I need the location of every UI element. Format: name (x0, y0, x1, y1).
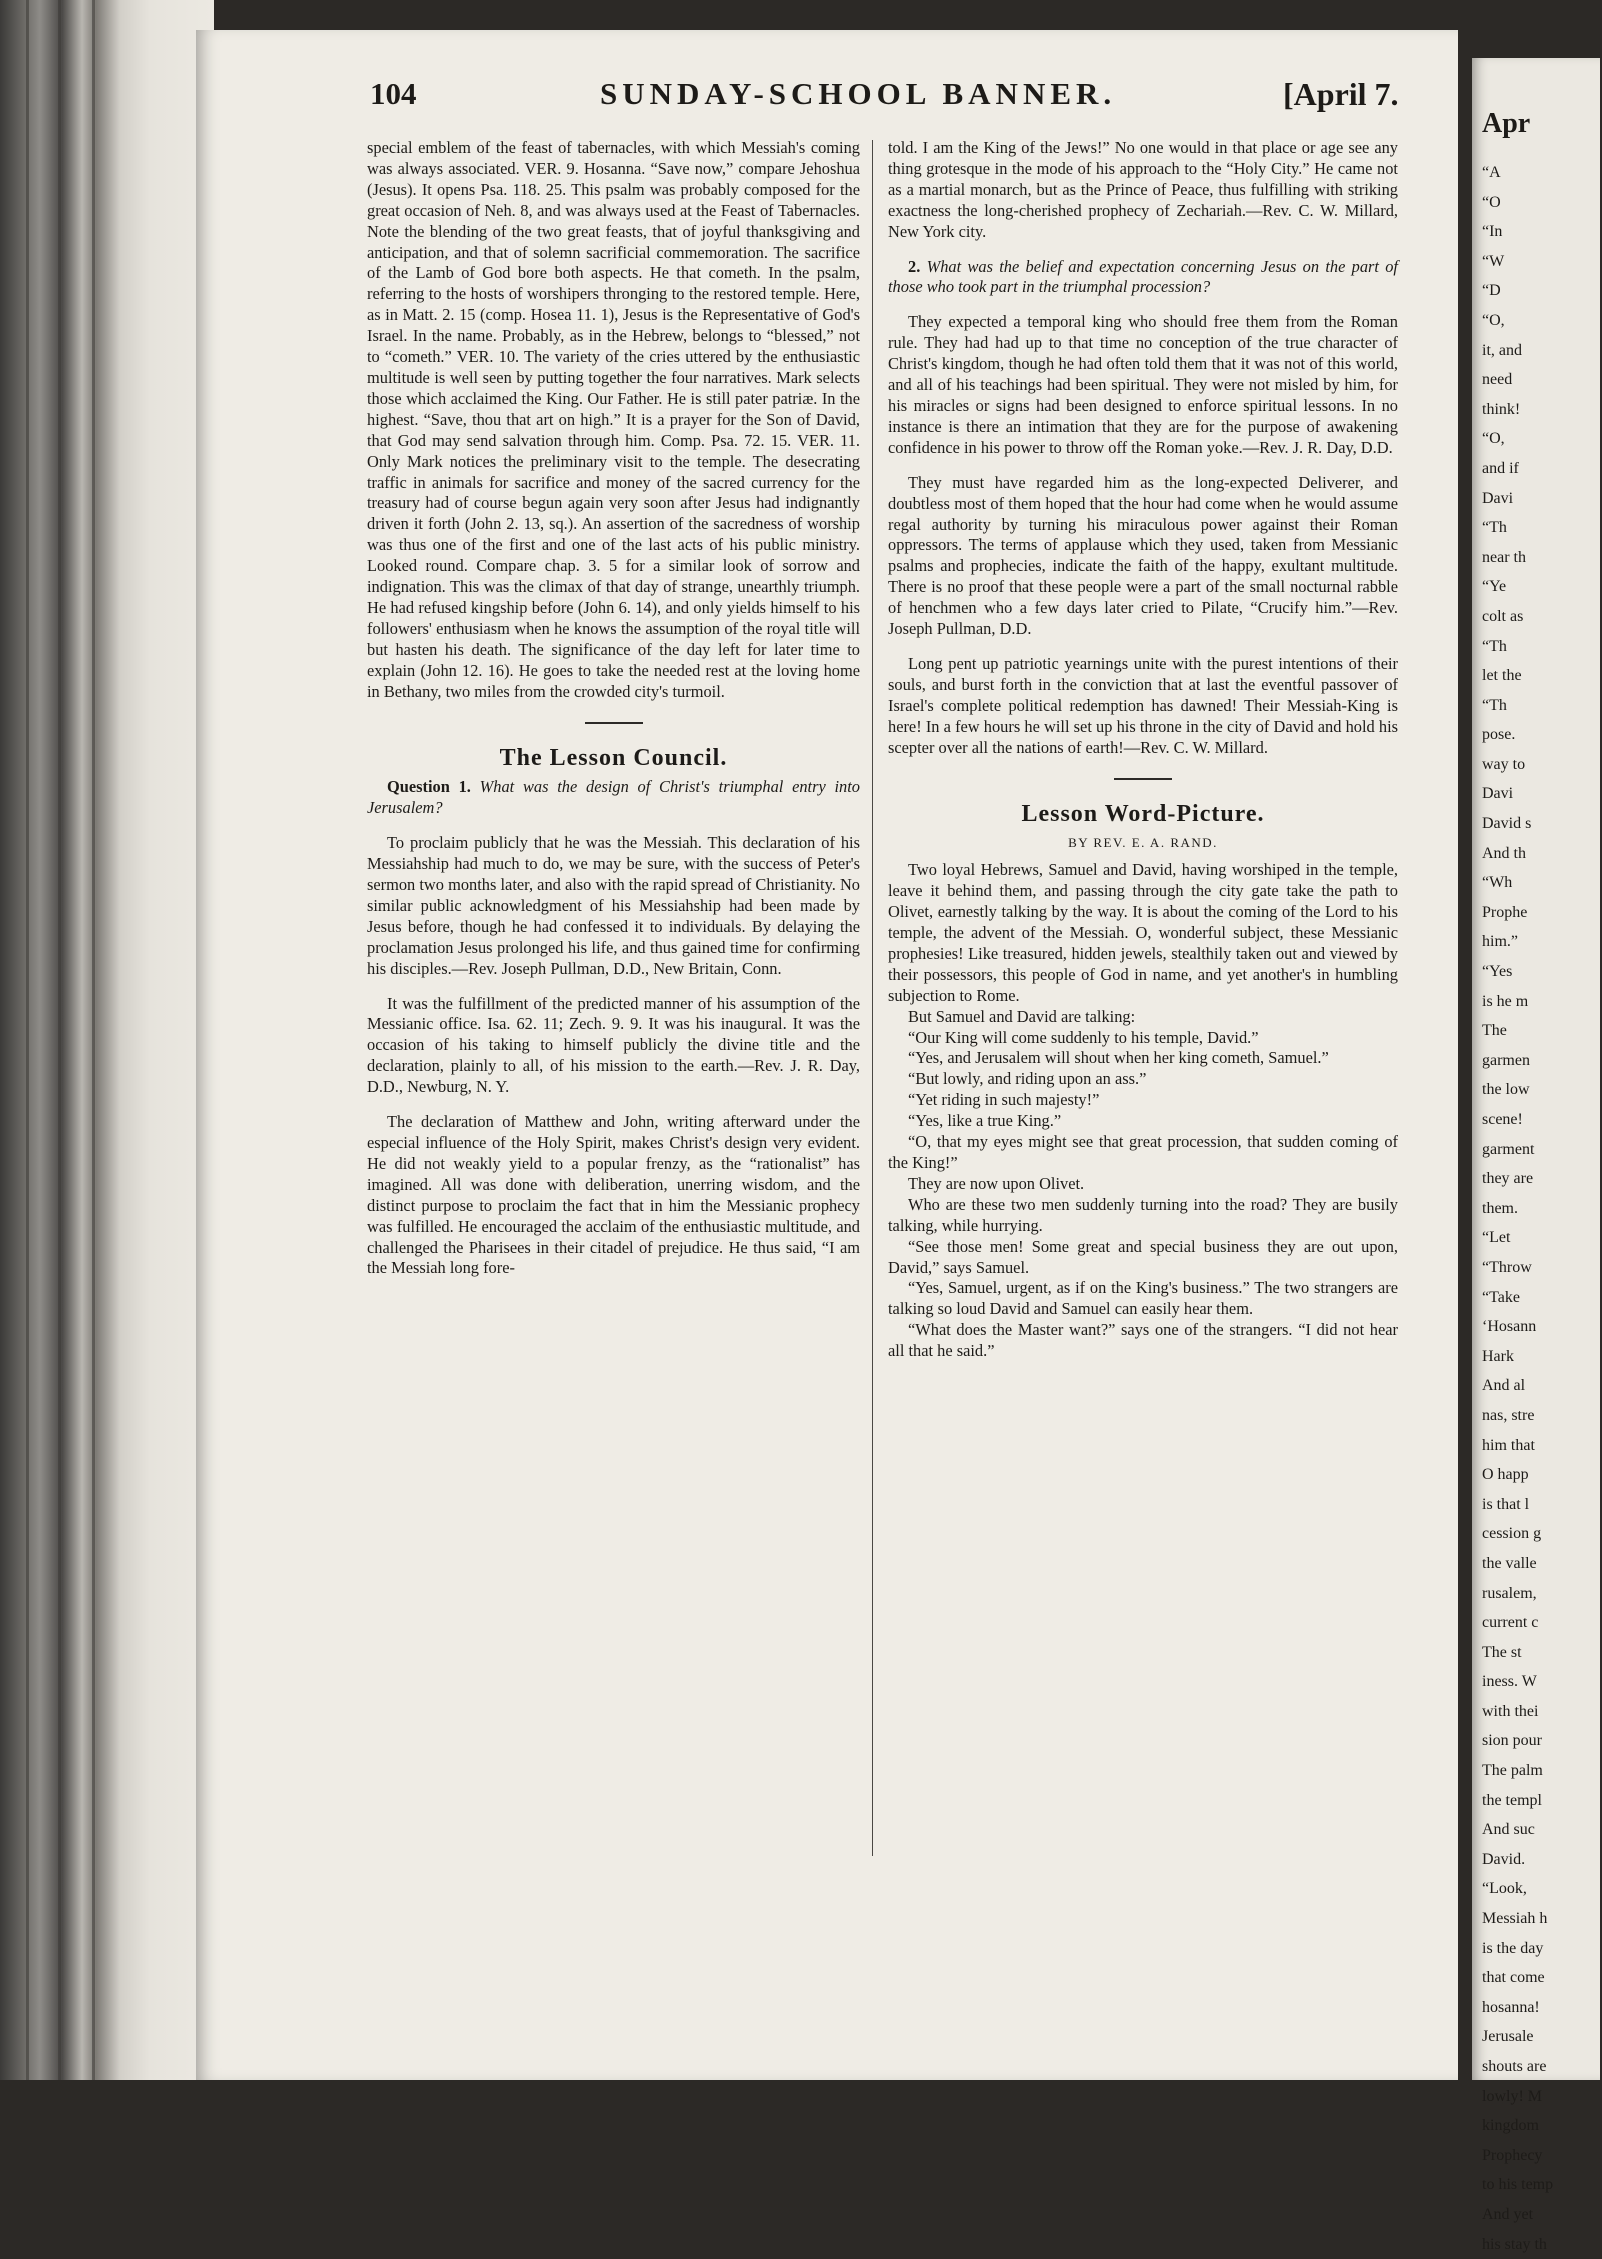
word-picture-heading: Lesson Word-Picture. (1021, 801, 1265, 828)
facing-page-line: Hark (1482, 1347, 1514, 1365)
column-divider (872, 140, 873, 1856)
facing-page-line: iness. W (1482, 1673, 1537, 1691)
dialogue-line: “Yet riding in such majesty!” (908, 1090, 1100, 1110)
facing-page-line: lowly! M (1482, 2087, 1542, 2105)
facing-page-line: “O, (1482, 311, 1505, 329)
question-2-text: What was the belief and expectation concerning Jesus on the part of those who took part in the triumphal procession? (888, 256, 1398, 297)
facing-page-line: The (1482, 1022, 1507, 1040)
facing-page-line: ‘Hosann (1482, 1318, 1537, 1336)
facing-page-line: garmen (1482, 1051, 1530, 1069)
facing-page-line: “Take (1482, 1288, 1520, 1306)
facing-page-line: And yet (1482, 2205, 1534, 2223)
spacer (888, 298, 1398, 312)
section-divider (1114, 778, 1172, 780)
facing-page-line: him.” (1482, 933, 1518, 951)
spacer (367, 1098, 860, 1112)
facing-page-line: David. (1482, 1850, 1526, 1868)
facing-page-line: And th (1482, 844, 1526, 862)
left-column (367, 138, 860, 1279)
word-picture-intro: Two loyal Hebrews, Samuel and David, having worshiped in the temple, leave it behind them, and passing through the city gate take the path to Olivet, earnestly talking by the way. It is about the coming of the Lord to his temple, the advent of the Messiah. O, wonderful subject, these Messianic prophesies! Like treasured, hidden jewels, stealthily taken out and viewed by their possessors, this people of God in name, and yet another's in humbling subjection to Rome. (888, 860, 1398, 1005)
dialogue-line: “Yes, Samuel, urgent, as if on the King's business.” The two strangers are talking so loud David and Samuel can easily hear them. (888, 1278, 1398, 1319)
facing-page-line: they are (1482, 1170, 1534, 1188)
facing-page-line: sion pour (1482, 1732, 1542, 1750)
dialogue-line: “But lowly, and riding upon an ass.” (908, 1069, 1147, 1089)
facing-page-line: let the (1482, 667, 1522, 685)
facing-page-line: “D (1482, 282, 1501, 300)
facing-page-line: need (1482, 371, 1513, 389)
spacer (888, 640, 1398, 654)
facing-page-line: pose. (1482, 726, 1516, 744)
facing-page-line: And suc (1482, 1821, 1535, 1839)
dialogue-line: “O, that my eyes might see that great procession, that sudden coming of the King!” (888, 1132, 1398, 1172)
facing-page-line: the templ (1482, 1791, 1542, 1809)
facing-page-line: to his temp (1482, 2176, 1554, 2194)
facing-page-line: Prophecy (1482, 2146, 1543, 2164)
spacer (367, 819, 860, 833)
book-binding (0, 0, 214, 2080)
facing-page-line: rusalem, (1482, 1584, 1537, 1602)
facing-page-line: Davi (1482, 489, 1514, 507)
facing-page-line: way to (1482, 755, 1526, 773)
facing-page-line: garment (1482, 1140, 1535, 1158)
journal-title: SUNDAY-SCHOOL BANNER. (600, 76, 1117, 111)
facing-page-line: kingdom (1482, 2117, 1539, 2135)
binding-stripe (92, 0, 95, 2080)
facing-page-line: nas, stre (1482, 1406, 1535, 1424)
page-number: 104 (370, 76, 417, 111)
facing-page-line: is that l (1482, 1495, 1530, 1513)
facing-page-line: hosanna! (1482, 1998, 1540, 2016)
facing-page-line: think! (1482, 400, 1521, 418)
answer-paragraph: They must have regarded him as the long-expected Deliverer, and doubtless most of them hoped that the hour had come when he would assume regal authority by turning his miraculous power against their Roman oppressors. The terms of applause which they used, taken from Messianic psalms and prophecies, indicate the faith of the happy, exultant multitude. There is no proof that these people were a part of the small nocturnal rabble of henchmen who a few days later cried to Pilate, “Crucify him.”—Rev. Joseph Pullman, D.D. (888, 472, 1398, 639)
facing-page-text (1482, 158, 1554, 2259)
facing-page-line: The st (1482, 1643, 1522, 1661)
dialogue-line: “What does the Master want?” says one of the strangers. “I did not hear all that he said.” (888, 1320, 1398, 1361)
facing-page (1472, 58, 1600, 2253)
word-picture-byline: BY REV. E. A. RAND. (1068, 835, 1218, 851)
facing-page-line: “O, (1482, 430, 1505, 448)
dialogue-line: Who are these two men suddenly turning into the road? They are busily talking, while hurrying. (888, 1194, 1398, 1235)
facing-page-line: “Throw (1482, 1258, 1532, 1276)
right-column (888, 138, 1398, 1362)
binding-stripe (58, 0, 61, 2080)
spacer (888, 459, 1398, 473)
spacer (367, 980, 860, 994)
word-picture-dialogue (888, 1007, 1398, 1362)
facing-page-line: Jerusale (1482, 2028, 1534, 2046)
commentary-paragraph: special emblem of the feast of tabernacles, with which Messiah's coming was always associated. VER. 9. Hosanna. “Save now,” compare Jehoshua (Jesus). It opens Psa. 118. 25. This psalm was probably composed for the great occasion of Neh. 8, and was always used at the Feast of Tabernacles. Note the blending of the two great feasts, that of joyful thanksgiving and anticipation, and that of solemn sacrificial commemoration. The sacrifice of the Lamb of God bore both aspects. He that cometh. In the psalm, referring to the hosts of worshipers thronging to the restored temple. Here, as in Matt. 2. 15 (comp. Hosea 11. 1), Jesus is the Representative of God's Israel. In the name. Probably, as in the Hebrew, belongs to “blessed,” not to “cometh.” VER. 10. The variety of the cries uttered by the enthusiastic multitude is well seen by putting together the four narratives. Mark selects those which acclaimed the King. Our Father. He is still pater patriæ. In the highest. “Save, thou that art on high.” It is a prayer for the Son of David, that God may send salvation through him. Comp. Psa. 72. 15. VER. 11. Only Mark notices the preliminary visit to the temple. The desecrating traffic in animals for sacrifice and money of the sacred currency for the treasury had of course begun again very soon after Jesus had indignantly driven it forth (John 2. 13, sq.). An assertion of the sacredness of worship was thus one of the first and one of the last acts of his public ministry. Looked round. Compare chap. 3. 5 for a similar look of sorrow and indignation. This was the climax of that day of strange, unearthly triumph. He had refused kingship before (John 6. 14), and only yields himself to his followers' enthusiasm when he knows the assumption of the royal title will but hasten his death. The significance of the day left for later time to explain (John 12. 16). He goes to take the needed rest at the loving home in Bethany, two miles from the crowded city's turmoil. (367, 138, 860, 701)
question-1 (367, 777, 860, 819)
facing-page-line: near th (1482, 548, 1526, 566)
facing-page-line: is he m (1482, 992, 1529, 1010)
answer-paragraph: They expected a temporal king who should free them from the Roman rule. They had had up to that time no conception of the true character of Christ's kingdom, though he had often told them that it was not of this world, and all of his teachings had been spiritual. They were not misled by him, for his miracles or signs had been designed to enforce spiritual lessons. In no instance is there an intimation that they are for the purpose of awakening confidence in his power to throw off the Roman yoke.—Rev. J. R. Day, D.D. (888, 312, 1398, 457)
facing-page-line: “Let (1482, 1229, 1511, 1247)
spacer (888, 243, 1398, 257)
facing-page-line: “A (1482, 164, 1501, 181)
facing-page-line: and if (1482, 459, 1519, 477)
question-1-text: What was the design of Christ's triumphal entry into Jerusalem? (367, 777, 860, 818)
question-1-label: Question 1. (387, 777, 471, 797)
facing-page-line: And al (1482, 1377, 1526, 1395)
facing-page-line: scene! (1482, 1111, 1523, 1128)
answer-paragraph: To proclaim publicly that he was the Messiah. This declaration of his Messiahship had much to do, we may be sure, with the success of Peter's sermon two months later, and also with the rapid spread of Christianity. No similar public acknowledgment of his Messiahship had been made by Jesus before, though he had confessed it to individuals. By delaying the proclamation Jesus prolonged his life, and thus gained time for confirming his disciples.—Rev. Joseph Pullman, D.D., New Britain, Conn. (367, 833, 860, 978)
question-2-label: 2. (908, 256, 921, 276)
issue-date: [April 7. (1283, 76, 1399, 112)
facing-page-line: “In (1482, 223, 1503, 241)
facing-page-line: is the day (1482, 1939, 1544, 1957)
dialogue-line: But Samuel and David are talking: (908, 1006, 1136, 1026)
facing-page-line: “Yes (1482, 963, 1513, 981)
facing-page-line: the low (1482, 1081, 1530, 1099)
facing-page-line: Messiah h (1482, 1910, 1548, 1928)
facing-page-header: Apr (1482, 108, 1531, 139)
answer-paragraph: The declaration of Matthew and John, writing afterward under the especial influence of the Holy Spirit, makes Christ's design very evident. He did not weakly yield to a popular frenzy, as the “rationalist” has imagined. All was done with deliberation, unerring wisdom, and the distinct purpose to proclaim the fact that in him the Messianic prophecy was fulfilled. He encouraged the acclaim of the enthusiastic multitude, and challenged the Pharisees in their citadel of prejudice. He thus said, “I am the Messiah long fore- (367, 1112, 860, 1278)
dialogue-line: “Yes, like a true King.” (908, 1111, 1062, 1131)
facing-page-line: cession g (1482, 1525, 1542, 1543)
facing-page-line: shouts are (1482, 2058, 1547, 2075)
facing-page-line: that come (1482, 1969, 1545, 1987)
facing-page-line: Prophe (1482, 903, 1528, 921)
answer-paragraph: It was the fulfillment of the predicted manner of his assumption of the Messianic office. Isa. 62. 11; Zech. 9. 9. It was his inaugural. It was the occasion of his taking to himself publicly the divine title and the declaration, plainly to all, of his mission to the earth.—Rev. J. R. Day, D.D., Newburg, N. Y. (367, 993, 860, 1097)
facing-page-line: “O (1482, 193, 1501, 211)
facing-page-line: “Wh (1482, 874, 1513, 892)
facing-page-line: colt as (1482, 607, 1524, 625)
question-2 (888, 257, 1398, 299)
facing-page-line: The palm (1482, 1762, 1543, 1780)
facing-page-line: “Th (1482, 519, 1507, 537)
facing-page-line: with thei (1482, 1702, 1539, 1720)
answer-paragraph: Long pent up patriotic yearnings unite with the purest intentions of their souls, and burst forth in the conviction that at last the eventful passover of Israel's complete political redemption has dawned! Their Messiah-King is here! In a few hours he will set up his throne in the city of David and hold his scepter over all the nations of earth!—Rev. C. W. Millard. (888, 653, 1398, 757)
facing-page-line: his stay th (1482, 2235, 1547, 2253)
facing-page-line: current c (1482, 1614, 1539, 1632)
lesson-council-heading: The Lesson Council. (499, 745, 728, 772)
facing-page-line: “Th (1482, 696, 1507, 714)
facing-page-line: “Ye (1482, 578, 1507, 596)
facing-page-line: Davi (1482, 785, 1514, 803)
dialogue-line: “Our King will come suddenly to his temple, David.” (908, 1027, 1259, 1047)
section-divider (585, 722, 643, 724)
facing-page-line: “Th (1482, 637, 1507, 655)
binding-stripe (26, 0, 29, 2080)
facing-page-line: it, and (1482, 341, 1522, 359)
dialogue-line: “See those men! Some great and special business they are out upon, David,” says Samuel. (888, 1236, 1398, 1277)
facing-page-line: the valle (1482, 1554, 1537, 1572)
facing-page-line: him that (1482, 1436, 1535, 1454)
continued-answer: told. I am the King of the Jews!” No one would in that place or age see any thing grotesque in the mode of his approach to the “Holy City.” He came not as a martial monarch, but as the Prince of Peace, thus fulfilling with striking exactness the long-cherished prophecy of Zechariah.—Rev. C. W. Millard, New York city. (888, 138, 1398, 241)
facing-page-line: them. (1482, 1199, 1518, 1217)
facing-page-line: O happ (1482, 1466, 1529, 1484)
facing-page-line: “W (1482, 252, 1505, 270)
facing-page-line: “Look, (1482, 1880, 1527, 1898)
facing-page-line: David s (1482, 815, 1532, 833)
dialogue-line: “Yes, and Jerusalem will shout when her king cometh, Samuel.” (908, 1048, 1329, 1068)
dialogue-line: They are now upon Olivet. (908, 1173, 1085, 1193)
